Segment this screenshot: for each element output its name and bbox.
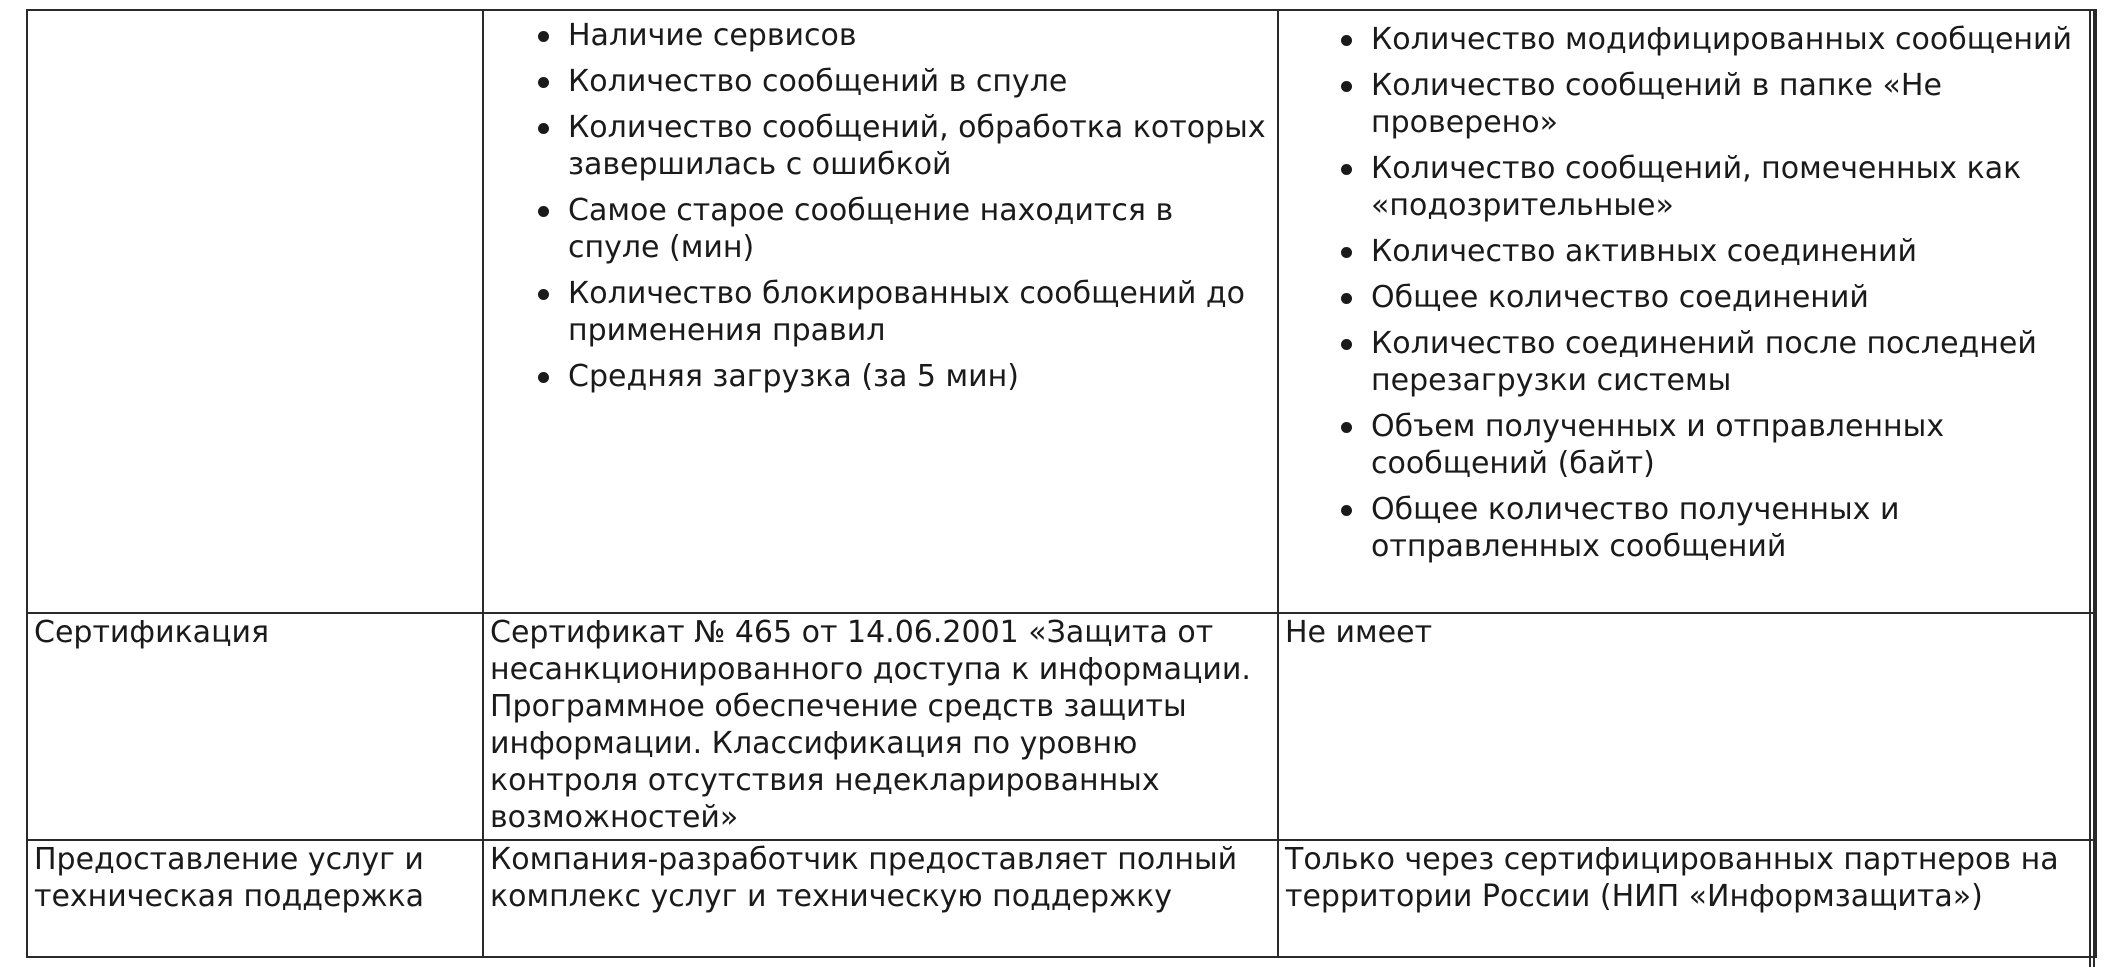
list-item: Количество сообщений, обработка которых завершилась с ошибкой — [534, 109, 1271, 183]
certification-right: Не имеет — [1278, 613, 2096, 840]
list-item: Количество соединений после последней перезагрузки системы — [1337, 325, 2089, 399]
bullet-icon — [538, 206, 549, 217]
list-item: Количество модифицированных сообщений — [1337, 21, 2089, 58]
middle-cell — [483, 10, 1278, 613]
table-row-monitoring — [27, 10, 2096, 613]
list-item: Наличие сервисов — [534, 17, 1271, 54]
bullet-icon — [1341, 35, 1352, 46]
bullet-icon — [1341, 339, 1352, 350]
table-row-certification — [27, 613, 2096, 840]
bullet-icon — [538, 77, 549, 88]
comparison-table — [26, 9, 2097, 958]
list-item: Количество сообщений в папке «Не проверено» — [1337, 67, 2089, 141]
list-item: Количество активных соединений — [1337, 233, 2089, 270]
list-item: Объем полученных и отправленных сообщений (байт) — [1337, 408, 2089, 482]
list-item: Средняя загрузка (за 5 мин) — [534, 358, 1271, 395]
bullet-icon — [538, 31, 549, 42]
row-label-cell — [27, 10, 483, 613]
list-item: Количество сообщений, помеченных как «подозрительные» — [1337, 150, 2089, 224]
support-right: Только через сертифицированных партнеров на территории России (НИП «Информзащита») — [1278, 840, 2096, 957]
list-item: Самое старое сообщение находится в спуле (мин) — [534, 192, 1271, 266]
bullet-icon — [538, 289, 549, 300]
certification-label: Сертификация — [27, 613, 483, 840]
support-middle: Компания-разработчик предоставляет полный комплекс услуг и техническую поддержку — [483, 840, 1278, 957]
bullet-icon — [1341, 293, 1352, 304]
support-label: Предоставление услуг и техническая поддержка — [27, 840, 483, 957]
bullet-icon — [538, 372, 549, 383]
list-item: Количество сообщений в спуле — [534, 63, 1271, 100]
list-item: Количество блокированных сообщений до применения правил — [534, 275, 1271, 349]
bullet-icon — [1341, 247, 1352, 258]
right-cell — [1278, 10, 2096, 613]
bullet-icon — [1341, 505, 1352, 516]
middle-bullet-list — [490, 11, 1271, 395]
bullet-icon — [1341, 422, 1352, 433]
bullet-icon — [1341, 81, 1352, 92]
bullet-icon — [538, 123, 549, 134]
list-item: Общее количество полученных и отправленных сообщений — [1337, 491, 2089, 565]
certification-middle: Сертификат № 465 от 14.06.2001 «Защита от несанкционированного доступа к информации. Программное обеспечение средств защиты информации. Классификация по уровню контроля отсутствия недекларированных возможностей» — [483, 613, 1278, 840]
bullet-icon — [1341, 164, 1352, 175]
right-bullet-list — [1285, 11, 2089, 565]
list-item: Общее количество соединений — [1337, 279, 2089, 316]
table-row-support — [27, 840, 2096, 957]
